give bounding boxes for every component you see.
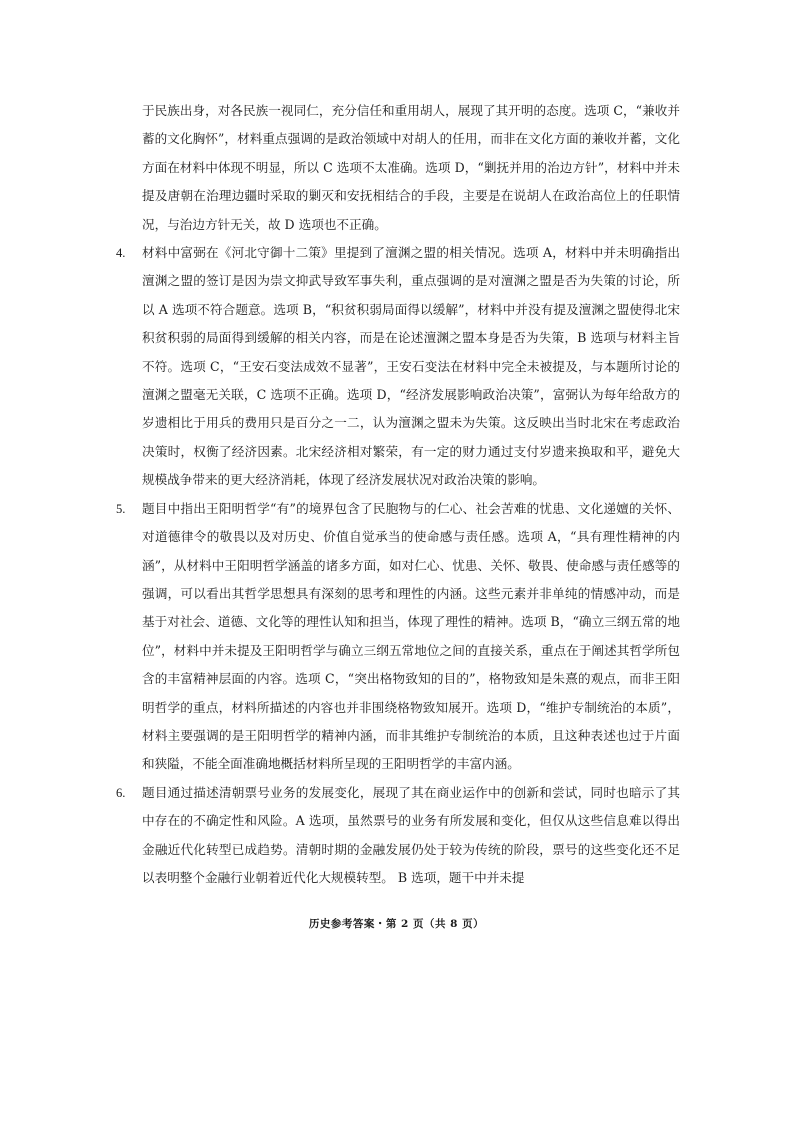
item-number: 6. [116, 785, 126, 800]
answer-item-6 [114, 779, 680, 893]
answer-item-4 [114, 239, 680, 495]
answer-body [114, 97, 680, 892]
continued-explanation: 于民族出身，对各民族一视同仁，充分信任和重用胡人，展现了其开明的态度。选项 C，“兼收并蓄的文化胸怀”，材料重点强调的是政治领域中对胡人的任用，而非在文化方面的兼收并蓄，文化方面在材料中体现不明显，所以 C 选项不太准确。选项 D，“剿抚并用的治边方针”，材料中并未提及唐朝在治理边疆时采取的剿灭和安抚相结合的手段，主要是在说胡人在政治高位上的任职情况，与治边方针无关，故 D 选项也不正确。 [142, 103, 680, 232]
answer-item-5 [114, 495, 680, 779]
item-explanation: 材料中富弼在《河北守御十二策》里提到了澶渊之盟的相关情况。选项 A，材料中并未明确指出澶渊之盟的签订是因为崇文抑武导致军事失利，重点强调的是对澶渊之盟是否为失策的讨论，所以 A 选项不符合题意。选项 B，“积贫积弱局面得以缓解”，材料中并没有提及澶渊之盟使得北宋积贫积弱的局面得到缓解的相关内容，而是在论述澶渊之盟本身是否为失策，B 选项与材料主旨不符。选项 C，“王安石变法成效不显著”，王安石变法在材料中完全未被提及，与本题所讨论的澶渊之盟毫无关联，C 选项不正确。选项 D，“经济发展影响政治决策”，富弼认为每年给敌方的岁遗相比于用兵的费用只是百分之一二，认为澶渊之盟未为失策。这反映出当时北宋在考虑政治决策时，权衡了经济因素。北宋经济相对繁荣，有一定的财力通过支付岁遗来换取和平，避免大规模战争带来的更大经济消耗，体现了经济发展状况对政治决策的影响。 [142, 245, 680, 488]
item-explanation: 题目通过描述清朝票号业务的发展变化，展现了其在商业运作中的创新和尝试，同时也暗示了其中存在的不确定性和风险。A 选项，虽然票号的业务有所发展和变化，但仅从这些信息难以得出金融近代化转型已成趋势。清朝时期的金融发展仍处于较为传统的阶段，票号的这些变化还不足以表明整个金融行业朝着近代化大规模转型。 B 选项，题干中并未提 [142, 784, 680, 885]
item-explanation: 题目中指出王阳明哲学“有”的境界包含了民胞物与的仁心、社会苦难的忧患、文化递嬗的关怀、对道德律令的敬畏以及对历史、价值自觉承当的使命感与责任感。选项 A，“具有理性精神的内涵”，从材料中王阳明哲学涵盖的诸多方面，如对仁心、忧患、关怀、敬畏、使命感与责任感等的强调，可以看出其哲学思想具有深刻的思考和理性的内涵。这些元素并非单纯的情感冲动，而是基于对社会、道德、文化等的理性认知和担当，体现了理性的精神。选项 B，“确立三纲五常的地位”，材料中并未提及王阳明哲学与确立三纲五常地位之间的直接关系，重点在于阐述其哲学所包含的丰富精神层面的内容。选项 C，“突出格物致知的目的”，格物致知是朱熹的观点，而非王阳明哲学的重点，材料所描述的内容也并非围绕格物致知展开。选项 D，“维护专制统治的本质”，材料主要强调的是王阳明哲学的精神内涵，而非其维护专制统治的本质，且这种表述也过于片面和狭隘，不能全面准确地概括材料所呈现的王阳明哲学的丰富内涵。 [142, 500, 680, 772]
page-footer: 历史参考答案・第 2 页（共 8 页） [308, 918, 485, 930]
item-number: 4. [116, 246, 126, 261]
item-number: 5. [116, 501, 126, 516]
